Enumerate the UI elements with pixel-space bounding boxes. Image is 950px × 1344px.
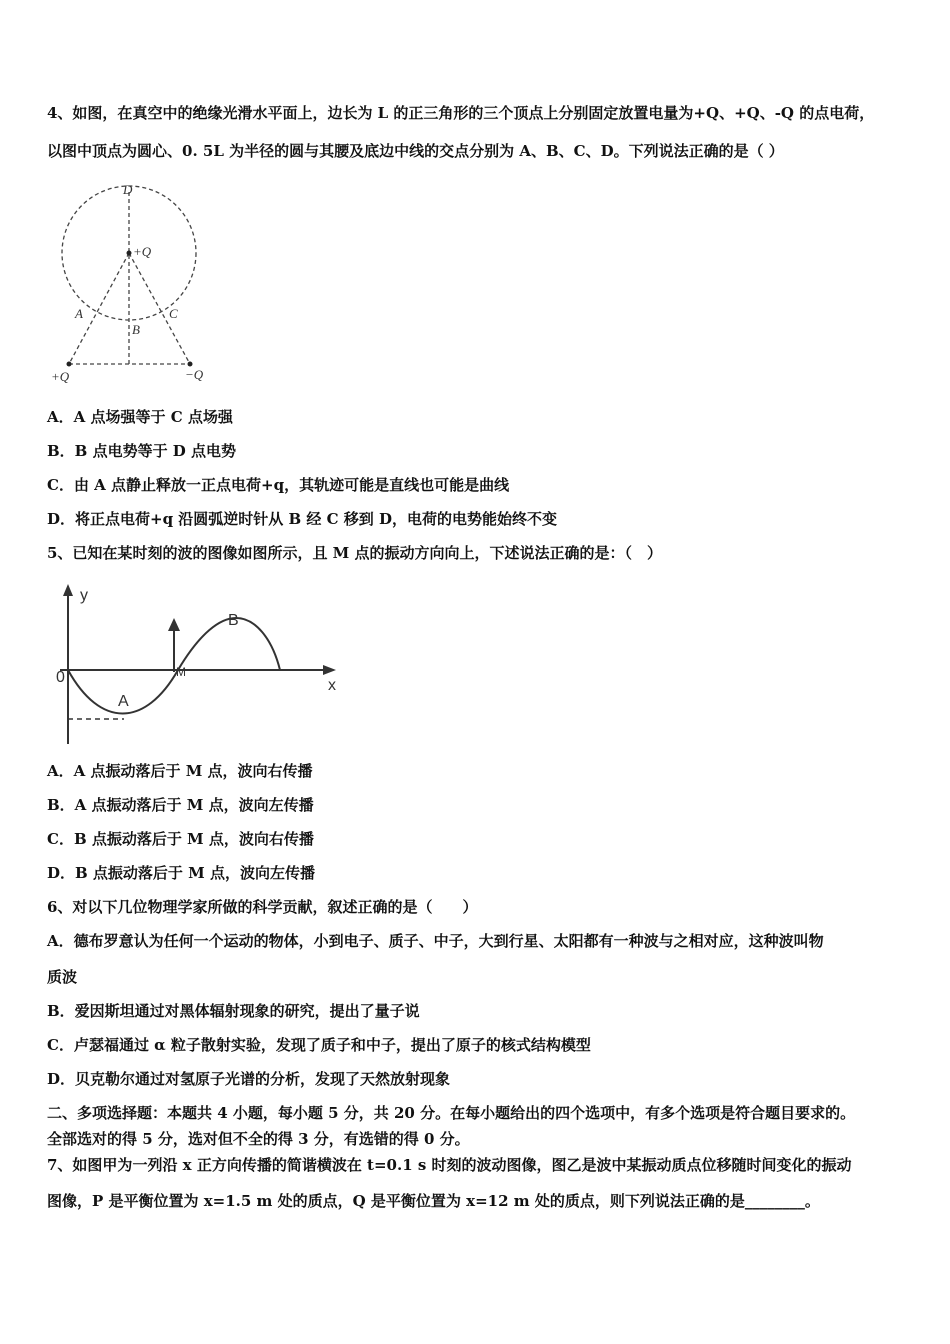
- q4-option-c: C．由 A 点静止释放一正点电荷+q，其轨迹可能是直线也可能是曲线: [47, 476, 510, 494]
- q6-option-d: D．贝克勒尔通过对氢原子光谱的分析，发现了天然放射现象: [47, 1070, 451, 1088]
- y-axis-arrow: [63, 584, 73, 596]
- right-side: [129, 253, 190, 364]
- q4-figure: [45, 180, 225, 390]
- q6-stem: 6、对以下几位物理学家所做的科学贡献，叙述正确的是（ ）: [47, 898, 478, 916]
- label-right-charge: −Q: [185, 367, 204, 382]
- q7-line1: 7、如图甲为一列沿 x 正方向传播的简谐横波在 t=0.1 s 时刻的波动图像，图乙是波中某振动质点位移随时间变化的振动: [47, 1156, 852, 1174]
- y-label: y: [80, 587, 88, 604]
- point-m-label: M: [176, 665, 186, 679]
- q5-option-d: D．B 点振动落后于 M 点，波向左传播: [47, 864, 315, 882]
- label-top-charge: +Q: [133, 244, 152, 259]
- left-charge-dot: [67, 362, 72, 367]
- q6-option-c: C．卢瑟福通过 α 粒子散射实验，发现了质子和中子，提出了原子的核式结构模型: [47, 1036, 591, 1054]
- label-d: D: [123, 182, 133, 197]
- m-velocity-arrow-head: [168, 618, 180, 631]
- q5-option-b: B．A 点振动落后于 M 点，波向左传播: [47, 796, 314, 814]
- label-a: A: [75, 306, 83, 321]
- q4-option-b: B．B 点电势等于 D 点电势: [47, 442, 237, 460]
- x-axis-arrow: [323, 665, 336, 675]
- label-b: B: [132, 322, 140, 337]
- q6-option-a-line2: 质波: [47, 968, 78, 986]
- label-left-charge: +Q: [51, 369, 70, 384]
- q4-stem-line1: 4、如图，在真空中的绝缘光滑水平面上，边长为 L 的正三角形的三个顶点上分别固定放置电量为+Q、+Q、-Q 的点电荷，: [47, 104, 875, 122]
- point-b-label: B: [228, 612, 239, 629]
- q7-line2: 图像，P 是平衡位置为 x=1.5 m 处的质点，Q 是平衡位置为 x=12 m 处的质点，则下列说法正确的是________。: [47, 1192, 820, 1210]
- section2-line2: 全部选对的得 5 分，选对但不全的得 3 分，有选错的得 0 分。: [47, 1130, 470, 1148]
- q5-option-c: C．B 点振动落后于 M 点，波向右传播: [47, 830, 314, 848]
- q5-stem: 5、已知在某时刻的波的图像如图所示，且 M 点的振动方向向上，下述说法正确的是：（ ）: [47, 544, 662, 562]
- origin-label: 0: [56, 669, 65, 686]
- q6-option-b: B．爱因斯坦通过对黑体辐射现象的研究，提出了量子说: [47, 1002, 420, 1020]
- q6-option-a-line1: A．德布罗意认为任何一个运动的物体，小到电子、质子、中子，大到行星、太阳都有一种波与之相对应，这种波叫物: [47, 932, 824, 950]
- q4-option-a: A．A 点场强等于 C 点场强: [47, 408, 233, 426]
- q4-option-d: D．将正点电荷+q 沿圆弧逆时针从 B 经 C 移到 D，电荷的电势能始终不变: [47, 510, 558, 528]
- label-c: C: [169, 306, 178, 321]
- right-charge-dot: [188, 362, 193, 367]
- q5-option-a: A．A 点振动落后于 M 点，波向右传播: [47, 762, 313, 780]
- point-a-label: A: [118, 693, 129, 710]
- q5-wave-figure: [50, 578, 350, 750]
- x-label: x: [328, 677, 336, 694]
- section2-line1: 二、多项选择题：本题共 4 小题，每小题 5 分，共 20 分。在每小题给出的四个选项中，有多个选项是符合题目要求的。: [47, 1104, 856, 1122]
- q4-stem-line2: 以图中顶点为圆心、0. 5L 为半径的圆与其腰及底边中线的交点分别为 A、B、C、D。下列说法正确的是（ ）: [47, 142, 784, 160]
- top-charge-dot: [127, 251, 132, 256]
